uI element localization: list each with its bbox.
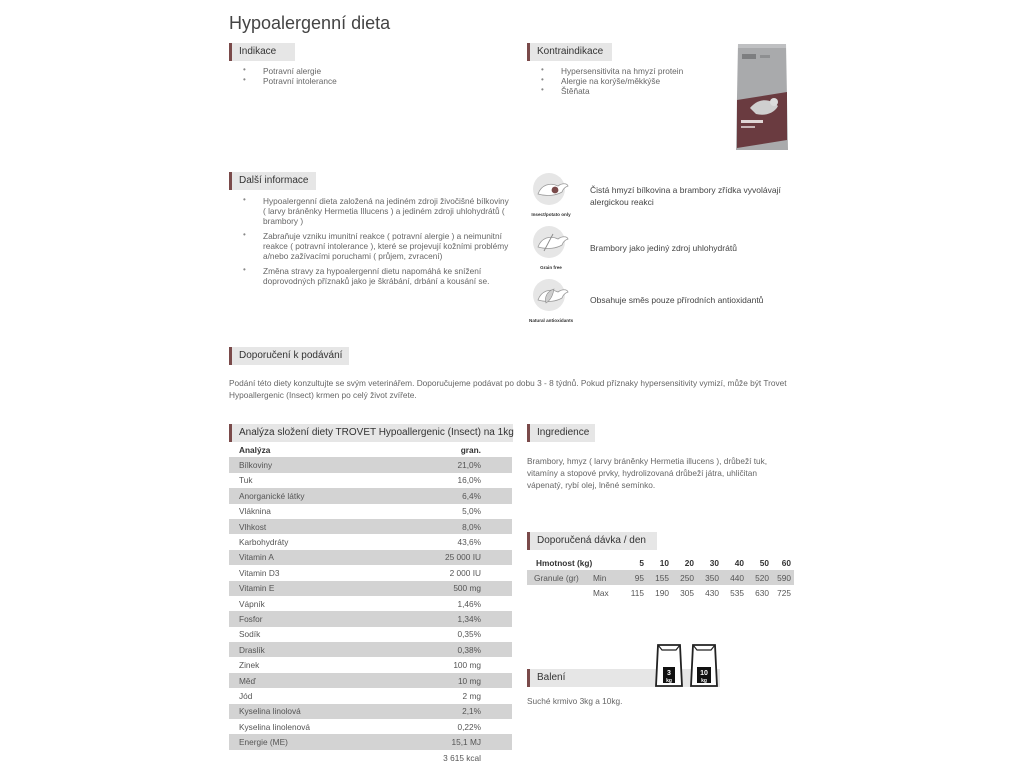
dose-weight: 50 [759,557,769,568]
analysis-row-name: Bílkoviny [229,457,376,472]
analysis-row-name: Sodík [239,629,261,640]
feature-text: Brambory jako jediný zdroj uhlohydrátů [590,243,737,253]
analysis-row-value: 2,1% [376,704,512,719]
product-package-image [734,40,790,155]
dose-row-min [527,570,794,585]
podavani-heading: Doporučení k podávání [229,347,349,365]
list-item: • Změna stravy za hypoalergenní dietu napomáhá ke snížení doprovodných příznaků jako je škrábání, drbání a kousání se. [243,266,513,286]
grain-free-dog-icon [529,223,573,263]
analysis-row-name [229,750,376,765]
analysis-row-name: Vitamin A [229,550,376,565]
table-row [229,734,512,749]
dose-min-value: 155 [644,570,669,585]
dose-weight: 40 [734,557,744,568]
list-item: • Potravní intolerance [243,76,493,86]
list-item: • Potravní alergie [243,66,493,76]
analysis-row-value: 5,0% [462,506,481,517]
analysis-row-name: Jód [239,690,253,701]
dose-weight: 20 [684,557,694,568]
ingredience-text: Brambory, hmyz ( larvy bráněnky Hermetia illucens ), drůbeží tuk, vitamíny a stopové prvky, hydrolizovaná drůbeží játra, uhličitan vápenatý, rybí olej, lněné semínko. [527,456,768,490]
table-row [229,519,512,534]
analysis-row-value: 2 mg [462,690,481,701]
dose-row-max [527,585,794,600]
indikace-heading: Indikace [229,43,295,61]
analysis-row-name: Vitamin D3 [239,567,280,578]
list-item: • Hypersensitivita na hmyzí protein [541,66,721,76]
analysis-row-value: 25 000 IU [376,550,512,565]
dose-max-value: 430 [705,587,719,598]
dose-max-value: 535 [730,587,744,598]
feature-grain-free [529,223,573,270]
baleni-heading: Balení [527,669,720,687]
dose-min-value: 590 [769,570,794,585]
dose-min-label: Min [589,570,619,585]
analysis-row-value: 8,0% [376,519,512,534]
table-row [229,719,512,734]
kontraindikace-heading: Kontraindikace [527,43,612,61]
dose-max-value: 305 [680,587,694,598]
dose-weight: 60 [781,557,791,568]
dose-weight: 10 [659,557,669,568]
analyza-heading: Analýza složení diety TROVET Hypoallergenic (Insect) na 1kg [229,424,513,442]
feature-caption: Grain free [540,265,562,270]
dose-max-label: Max [593,587,609,598]
list-item: • Štěňata [541,86,721,96]
analysis-row-value: 1,34% [376,611,512,626]
feature-caption: Insect/potato only [531,212,571,217]
dose-header-label: Hmotnost (kg) [536,557,593,568]
table-row [229,688,512,703]
analysis-row-value: 0,22% [457,721,481,732]
bag-unit: kg [701,678,707,684]
natural-antioxidants-dog-icon [529,276,573,316]
dalsi-informace-heading: Další informace [229,172,316,190]
analysis-row-name: Zinek [239,660,260,671]
dose-min-value: 520 [744,570,769,585]
analysis-row-value: 3 615 kcal [443,752,481,763]
ingredience-heading: Ingredience [527,424,595,442]
feature-caption: Natural antioxidants [529,318,574,323]
analysis-row-name: Kyselina linolenová [239,721,311,732]
table-row [229,534,512,549]
table-row [229,750,512,765]
table-row [229,596,512,611]
analysis-table [229,442,512,765]
analysis-row-name: Vitamin E [229,581,376,596]
dose-min-value: 350 [694,570,719,585]
table-row [229,473,512,488]
analysis-row-value: 21,0% [376,457,512,472]
davka-heading: Doporučená dávka / den [527,532,657,550]
table-row [229,581,512,596]
feature-text: Obsahuje směs pouze přírodních antioxidantů [590,295,764,305]
analysis-row-name: Draslík [229,642,376,657]
dose-weight: 5 [639,557,644,568]
bag-amount: 10 [700,670,708,677]
bag-10kg-icon [689,642,719,688]
analysis-row-name: Tuk [239,475,253,486]
kontraindikace-list [541,66,721,96]
baleni-text: Suché krmivo 3kg a 10kg. [527,696,623,706]
table-row [229,550,512,565]
feature-insect-potato [529,170,573,217]
dose-weight: 30 [709,557,719,568]
analysis-row-value: 16,0% [457,475,481,486]
analysis-col-value: gran. [460,444,481,455]
podavani-text: Podání této diety konzultujte se svým veterinářem. Doporučujeme podávat po dobu 3 - 8 týdnů. Pokud příznaky hypersensitivity vymizí, může být Trovet Hypoallergenic (Insect) krmen po celý život zvířete. [229,378,787,400]
dose-row-label: Granule (gr) [527,570,589,585]
analysis-row-value: 15,1 MJ [376,734,512,749]
analysis-row-value: 0,35% [457,629,481,640]
page-title: Hypoalergenní dieta [229,13,391,33]
analysis-row-name: Energie (ME) [229,734,376,749]
bag-unit: kg [666,678,672,684]
table-row [229,457,512,472]
feature-natural-antioxidants [529,276,573,323]
analysis-row-value: 0,38% [376,642,512,657]
analysis-row-name: Vlhkost [229,519,376,534]
analysis-row-value: 1,46% [457,598,481,609]
analysis-row-name: Měď [229,673,376,688]
dose-min-value: 95 [619,570,644,585]
analysis-col-name: Analýza [239,444,271,455]
table-row [229,565,512,580]
dose-min-value: 250 [669,570,694,585]
table-row [229,704,512,719]
analysis-row-name: Vápník [239,598,265,609]
table-row [229,673,512,688]
analysis-row-name: Karbohydráty [239,537,289,548]
dose-table [527,555,794,600]
analysis-row-name: Vláknina [239,506,271,517]
analysis-row-name: Kyselina linolová [229,704,376,719]
analysis-row-name: Anorganické látky [229,488,376,503]
indikace-list [243,66,493,86]
dalsi-informace-list [243,196,513,291]
table-row [229,657,512,672]
table-row [229,488,512,503]
dose-max-value: 725 [777,587,791,598]
list-item: • Alergie na korýše/měkkýše [541,76,721,86]
dose-max-value: 630 [755,587,769,598]
table-row [229,642,512,657]
analysis-row-value: 2 000 IU [449,567,481,578]
feature-text: Čistá hmyzí bílkovina a brambory zřídka vyvolávají alergickou reakci [590,185,781,207]
analysis-row-value: 500 mg [376,581,512,596]
bag-amount: 3 [667,670,671,677]
analysis-row-value: 100 mg [453,660,481,671]
analysis-row-name: Fosfor [229,611,376,626]
insect-potato-dog-icon [529,170,573,210]
analysis-row-value: 6,4% [376,488,512,503]
dose-min-value: 440 [719,570,744,585]
list-item: • Hypoalergenní dieta založená na jediném zdroji živočišné bílkoviny ( larvy bráněnky Hermetia Illucens ) a jediném zdroji uhlohydrátů ( brambory ) [243,196,513,226]
dose-max-value: 115 [630,587,644,598]
table-row [229,627,512,642]
table-row [229,611,512,626]
table-row [229,504,512,519]
analysis-row-value: 10 mg [376,673,512,688]
bag-3kg-icon [654,642,684,688]
dose-max-value: 190 [655,587,669,598]
list-item: • Zabraňuje vzniku imunitní reakce ( potravní alergie ) a neimunitní reakce ( potravní intolerance ), které se projevují kožními problémy a/nebo zažívacími poruchami ( průjem, zvracení) [243,231,513,261]
analysis-row-value: 43,6% [457,537,481,548]
